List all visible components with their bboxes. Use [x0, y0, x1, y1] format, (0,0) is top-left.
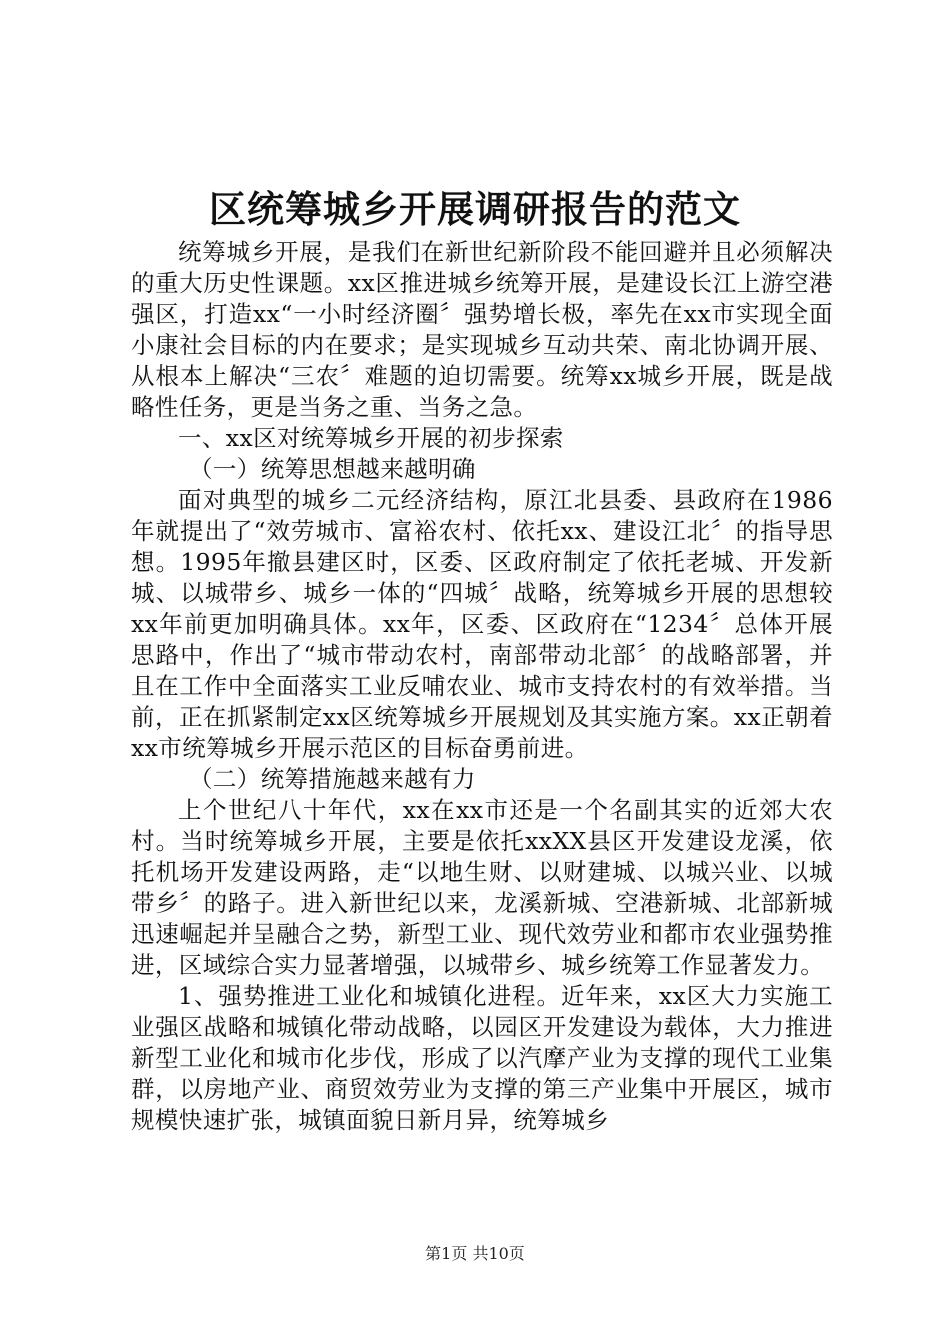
document-title: 区统筹城乡开展调研报告的范文	[209, 187, 741, 231]
paragraph-industrialization: 1、强势推进工业化和城镇化进程。近年来，xx区大力实施工业强区战略和城镇化带动战略，以园区开发建设为载体，大力推进新型工业化和城市化步伐，形成了以汽摩产业为支撑的现代工业集群，以房地产业、商贸效劳业为支撑的第三产业集中开展区，城市规模快速扩张，城镇面貌日新月异，统筹城乡	[131, 982, 833, 1134]
paragraph-thinking: 面对典型的城乡二元经济结构，原江北县委、县政府在1986年就提出了“效劳城市、富裕农村、依托xx、建设江北〞的指导思想。1995年撤县建区时，区委、区政府制定了依托老城、开发新城、以城带乡、城乡一体的“四城〞战略，统筹城乡开展的思想较xx年前更加明确具体。xx年，区委、区政府在“1234〞总体开展思路中，作出了“城市带动农村，南部带动北部〞的战略部署，并且在工作中全面落实工业反哺农业、城市支持农村的有效举措。当前，正在抓紧制定xx区统筹城乡开展规划及其实施方案。xx正朝着xx市统筹城乡开展示范区的目标奋勇前进。	[131, 486, 833, 762]
subsection-heading-1: （一）统筹思想越来越明确	[189, 455, 476, 483]
document-body	[131, 237, 833, 1136]
page-footer: 第1页 共10页	[425, 1244, 525, 1263]
section-heading-1: 一、xx区对统筹城乡开展的初步探索	[178, 424, 564, 452]
paragraph-measures: 上个世纪八十年代，xx在xx市还是一个名副其实的近郊大农村。当时统筹城乡开展，主要是依托xxXX县区开发建设龙溪，依托机场开发建设两路，走“以地生财、以财建城、以城兴业、以城带乡〞的路子。进入新世纪以来，龙溪新城、空港新城、北部新城迅速崛起并呈融合之势，新型工业、现代效劳业和都市农业强势推进，区域综合实力显著增强，以城带乡、城乡统筹工作显著发力。	[131, 796, 833, 979]
subsection-heading-2: （二）统筹措施越来越有力	[189, 765, 476, 793]
paragraph-intro: 统筹城乡开展，是我们在新世纪新阶段不能回避并且必须解决的重大历史性课题。xx区推进城乡统筹开展，是建设长江上游空港强区，打造xx“一小时经济圈〞强势增长极，率先在xx市实现全面小康社会目标的内在要求；是实现城乡互动共荣、南北协调开展、从根本上解决“三农〞难题的迫切需要。统筹xx城乡开展，既是战略性任务，更是当务之重、当务之急。	[131, 238, 833, 421]
